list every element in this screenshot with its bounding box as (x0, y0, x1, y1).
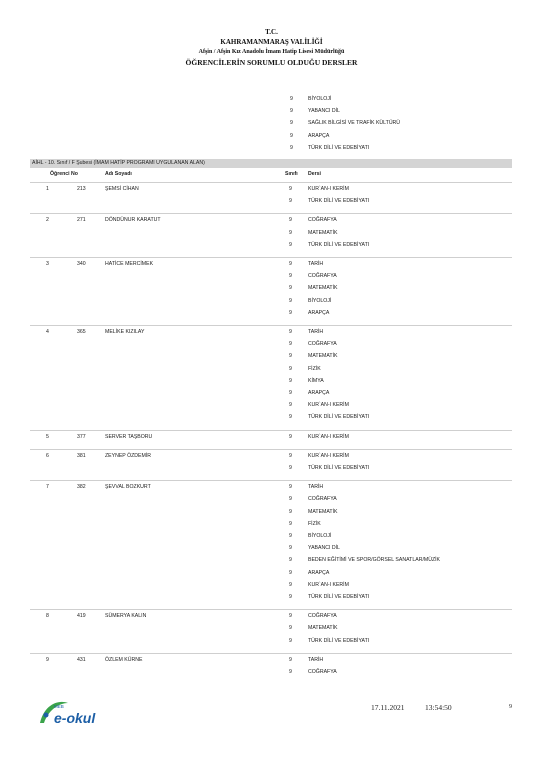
table-row (30, 653, 512, 685)
course-line (30, 518, 512, 530)
student-no: 340 (77, 261, 86, 267)
class-section-label: AİHL - 10. Sınıf / F Şubesi (İMAM HATİP PROGRAMI UYGULANAN ALAN) (32, 160, 205, 166)
course-name: TARİH (308, 484, 324, 491)
course-line (30, 387, 512, 399)
course-sinif: 9 (289, 402, 292, 409)
course-name: KUR`AN-I KERİM (308, 581, 349, 588)
course-name: BİYOLOJİ (308, 297, 332, 304)
course-name: FİZİK (308, 520, 321, 527)
course-sinif: 9 (289, 377, 292, 384)
course-sinif: 9 (289, 484, 292, 491)
logo-meb-text: MEB (54, 704, 64, 709)
table-row (30, 609, 512, 654)
table-row (30, 257, 512, 326)
course-name: COĞRAFYA (308, 273, 337, 280)
course-name: FİZİK (308, 365, 321, 372)
course-sinif: 9 (289, 464, 292, 471)
course-line (30, 282, 512, 294)
previous-ders: BİYOLOJİ (308, 96, 332, 102)
course-name: TÜRK DİLİ VE EDEBİYATI (308, 593, 370, 600)
student-name: ÖZLEM KÜRNE (105, 656, 143, 663)
course-sinif: 9 (289, 508, 292, 515)
course-name: TÜRK DİLİ VE EDEBİYATI (308, 198, 370, 205)
course-sinif: 9 (289, 186, 292, 192)
row-number: 2 (46, 217, 49, 224)
course-name: MATEMATİK (308, 353, 338, 360)
course-line (30, 183, 512, 195)
course-name: COĞRAFYA (308, 613, 337, 620)
course-sinif: 9 (289, 241, 292, 248)
student-name: ZEYNEP ÖZDEMİR (105, 452, 152, 459)
course-name: COĞRAFYA (308, 217, 337, 224)
course-line (30, 450, 512, 462)
course-sinif: 9 (289, 229, 292, 236)
header-tc: T.C. (265, 28, 278, 36)
course-sinif: 9 (289, 668, 292, 675)
course-line (30, 399, 512, 411)
previous-ders: YABANCI DİL (308, 108, 340, 115)
course-sinif: 9 (289, 198, 292, 205)
header-school: Afşin / Afşin Kız Anadolu İmam Hatip Lisesi Müdürlüğü (198, 49, 345, 55)
student-no: 381 (77, 452, 86, 459)
course-line (30, 635, 512, 647)
course-name: ARAPÇA (308, 309, 330, 316)
student-no: 365 (77, 329, 86, 335)
student-no: 431 (77, 656, 86, 663)
student-name: SÜMERYA KALIN (105, 613, 147, 620)
course-line (30, 239, 512, 251)
course-line (30, 493, 512, 505)
course-sinif: 9 (289, 637, 292, 644)
course-sinif: 9 (289, 390, 292, 396)
course-sinif: 9 (289, 285, 292, 292)
course-name: ARAPÇA (308, 390, 330, 396)
course-line (30, 506, 512, 518)
course-sinif: 9 (289, 353, 292, 360)
course-name: TÜRK DİLİ VE EDEBİYATI (308, 637, 370, 644)
course-line (30, 258, 512, 270)
course-line (30, 338, 512, 350)
course-sinif: 9 (289, 613, 292, 620)
row-number: 5 (46, 433, 49, 440)
course-name: KİMYA (308, 377, 324, 384)
table-row (30, 480, 512, 610)
course-sinif: 9 (289, 297, 292, 304)
course-sinif: 9 (289, 496, 292, 503)
course-sinif: 9 (289, 365, 292, 372)
course-sinif: 9 (289, 581, 292, 588)
course-sinif: 9 (289, 309, 292, 316)
previous-ders: TÜRK DİLİ VE EDEBİYATI (308, 144, 370, 151)
previous-sinif: 9 (290, 144, 293, 151)
previous-sinif: 9 (290, 120, 293, 127)
row-number: 4 (46, 329, 49, 335)
student-no: 377 (77, 433, 86, 440)
course-sinif: 9 (289, 520, 292, 527)
course-name: MATEMATİK (308, 229, 338, 236)
course-name: KUR`AN-I KERİM (308, 402, 349, 409)
course-sinif: 9 (289, 329, 292, 335)
table-row (30, 430, 512, 450)
course-name: TÜRK DİLİ VE EDEBİYATI (308, 464, 370, 471)
course-sinif: 9 (289, 656, 292, 663)
course-line (30, 654, 512, 666)
student-name: MELİKE KIZILAY (105, 329, 145, 335)
course-name: ARAPÇA (308, 569, 330, 576)
course-name: TARİH (308, 656, 324, 663)
previous-sinif: 9 (290, 96, 293, 102)
course-sinif: 9 (289, 625, 292, 632)
student-name: SERVER TAŞBORU (105, 433, 153, 440)
student-name: HATİCE MERCİMEK (105, 261, 154, 267)
course-line (30, 326, 512, 338)
course-sinif: 9 (289, 593, 292, 600)
row-number: 1 (46, 186, 49, 192)
course-line (30, 462, 512, 474)
student-name: ŞEVVAL BOZKURT (105, 484, 151, 491)
course-sinif: 9 (289, 433, 292, 440)
page-number: 9 (509, 704, 512, 710)
table-row (30, 213, 512, 258)
course-name: COĞRAFYA (308, 668, 337, 675)
previous-sinif: 9 (290, 108, 293, 115)
course-sinif: 9 (289, 569, 292, 576)
course-sinif: 9 (289, 557, 292, 564)
course-line (30, 227, 512, 239)
table-row (30, 182, 512, 214)
course-name: TÜRK DİLİ VE EDEBİYATI (308, 414, 370, 421)
previous-ders: SAĞLIK BİLGİSİ VE TRAFİK KÜLTÜRÜ (308, 120, 401, 127)
course-name: MATEMATİK (308, 508, 338, 515)
row-number: 6 (46, 452, 49, 459)
footer-time: 13:54:50 (425, 703, 452, 712)
document-title: ÖĞRENCİLERİN SORUMLU OLDUĞU DERSLER (185, 58, 358, 67)
table-header (30, 169, 512, 180)
course-line (30, 270, 512, 282)
course-line (30, 530, 512, 542)
course-name: MATEMATİK (308, 285, 338, 292)
student-name: DÖNDÜNUR KARATUT (105, 217, 161, 224)
course-name: KUR`AN-I KERİM (308, 433, 349, 440)
header-governorship: KAHRAMANMARAŞ VALİLİĞİ (220, 38, 323, 46)
course-sinif: 9 (289, 217, 292, 224)
previous-ders: ARAPÇA (308, 132, 330, 139)
course-name: BEDEN EĞİTİMİ VE SPOR/GÖRSEL SANATLAR/MÜZİK (308, 557, 441, 564)
course-name: COĞRAFYA (308, 496, 337, 503)
course-line (30, 307, 512, 319)
course-name: COĞRAFYA (308, 341, 337, 348)
row-number: 3 (46, 261, 49, 267)
course-sinif: 9 (289, 341, 292, 348)
student-no: 271 (77, 217, 86, 224)
course-name: YABANCI DİL (308, 545, 340, 552)
table-row (30, 449, 512, 481)
column-ogrenci-no: Öğrenci No (50, 171, 78, 177)
course-line (30, 622, 512, 634)
course-name: TÜRK DİLİ VE EDEBİYATI (308, 241, 370, 248)
course-sinif: 9 (289, 414, 292, 421)
course-line (30, 195, 512, 207)
course-line (30, 610, 512, 622)
course-line (30, 431, 512, 443)
document-header (0, 28, 543, 68)
e-okul-logo (34, 693, 114, 733)
logo-dot-icon (44, 713, 49, 718)
course-line (30, 363, 512, 375)
footer-date: 17.11.2021 (371, 703, 405, 712)
class-section-bar (30, 159, 512, 168)
course-line (30, 375, 512, 387)
student-no: 419 (77, 613, 86, 620)
course-name: TARİH (308, 261, 324, 267)
course-name: KUR`AN-I KERİM (308, 452, 349, 459)
course-name: MATEMATİK (308, 625, 338, 632)
course-line (30, 411, 512, 423)
row-number: 9 (46, 656, 49, 663)
logo-e-okul-text: e-okul (54, 710, 96, 726)
table-row (30, 325, 512, 431)
student-name: ŞEMSİ CİHAN (105, 186, 139, 192)
student-no: 213 (77, 186, 86, 192)
column-dersi: Dersi (308, 171, 321, 177)
column-ad-soyadi: Adı Soyadı (105, 171, 132, 177)
course-name: BİYOLOJİ (308, 532, 332, 539)
row-number: 8 (46, 613, 49, 620)
course-line (30, 666, 512, 678)
course-name: TARİH (308, 329, 324, 335)
course-line (30, 579, 512, 591)
course-line (30, 567, 512, 579)
course-sinif: 9 (289, 261, 292, 267)
course-name: KUR`AN-I KERİM (308, 186, 349, 192)
previous-sinif: 9 (290, 132, 293, 139)
row-number: 7 (46, 484, 49, 491)
course-line (30, 214, 512, 226)
course-line (30, 542, 512, 554)
page-footer (0, 693, 543, 733)
course-line (30, 481, 512, 493)
course-line (30, 591, 512, 603)
column-sinifi: Sınıfı (285, 171, 298, 177)
course-sinif: 9 (289, 273, 292, 280)
course-sinif: 9 (289, 545, 292, 552)
course-line (30, 350, 512, 362)
course-sinif: 9 (289, 452, 292, 459)
course-line (30, 295, 512, 307)
course-line (30, 554, 512, 566)
course-sinif: 9 (289, 532, 292, 539)
student-no: 382 (77, 484, 86, 491)
